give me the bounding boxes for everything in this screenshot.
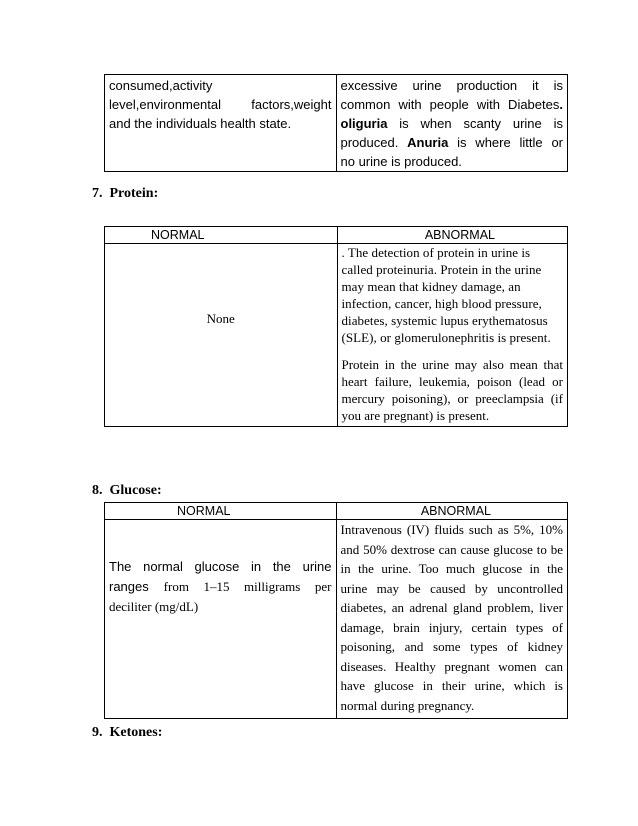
- protein-abnormal-para-1: . The detection of protein in urine is called proteinuria. Protein in the urine may mean that kidney damage, an infection, cancer, high blood pressure, diabetes, systemic lupus erythematosus (SLE), or glomerulonephritis is present.: [341, 245, 551, 345]
- glucose-normal-line-1: The normal glucose in the urine: [109, 559, 332, 574]
- term-anuria: Anuria: [407, 135, 449, 150]
- protein-col-abnormal: ABNORMAL: [337, 227, 568, 244]
- glucose-normal-line-2-b: from 1–15 milligrams per: [163, 579, 332, 594]
- urine-volume-normal-cell: [105, 75, 337, 172]
- ketones-heading-number: 9.: [92, 725, 103, 740]
- glucose-normal-line-2-a: ranges: [109, 579, 164, 594]
- protein-abnormal-cell: [337, 244, 568, 427]
- abnormal-line-2-text: common with people with Diabetes: [340, 97, 560, 112]
- glucose-heading: [92, 483, 162, 499]
- protein-heading-text: Protein:: [109, 186, 159, 201]
- glucose-col-abnormal: ABNORMAL: [336, 503, 568, 520]
- urine-volume-table: [104, 74, 568, 172]
- protein-col-normal: NORMAL: [105, 227, 338, 244]
- protein-normal-value: None: [206, 311, 235, 326]
- glucose-normal-cell: [105, 520, 337, 719]
- glucose-heading-text: Glucose:: [109, 483, 162, 498]
- glucose-col-normal: NORMAL: [105, 503, 337, 520]
- abnormal-line-3-text: is when scanty urine is: [387, 116, 563, 131]
- abnormal-line-3: [341, 114, 564, 133]
- protein-heading: [92, 186, 158, 202]
- normal-line-2: level,environmental factors,weight: [109, 97, 332, 112]
- glucose-normal-line-2: [109, 577, 332, 597]
- abnormal-line-4-text-b: is where little or: [448, 135, 564, 150]
- glucose-table: [104, 502, 568, 719]
- protein-heading-number: 7.: [92, 186, 103, 201]
- glucose-heading-number: 8.: [92, 483, 103, 498]
- abnormal-line-2-period: .: [559, 97, 563, 112]
- normal-line-3: and the individuals health state.: [109, 116, 292, 131]
- abnormal-line-5: no urine is produced.: [340, 154, 462, 169]
- protein-normal-cell: [105, 244, 338, 427]
- glucose-abnormal-text: Intravenous (IV) fluids such as 5%, 10% and 50% dextrose can cause glucose to be in the urine. Too much glucose in the urine may be caused by uncontrolled diabetes, an adrenal gland problem, liver damage, brain injury, certain types of poisoning, and some types of kidney diseases. Healthy pregnant women can have glucose in their urine, which is normal during pregnancy.: [340, 522, 563, 713]
- glucose-abnormal-cell: [336, 520, 568, 719]
- term-oliguria: oliguria: [340, 116, 388, 131]
- normal-line-1: consumed,activity: [109, 78, 213, 93]
- abnormal-line-1: excessive urine production it is: [340, 78, 563, 93]
- ketones-heading: [92, 725, 162, 741]
- abnormal-line-4-text-a: produced.: [340, 135, 408, 150]
- glucose-normal-line-3: deciliter (mg/dL): [109, 599, 199, 614]
- urine-volume-abnormal-cell: [336, 75, 568, 172]
- abnormal-line-4: [341, 133, 564, 152]
- protein-table: [104, 226, 568, 427]
- protein-abnormal-para-2: Protein in the urine may also mean that heart failure, leukemia, poison (lead or mercury poisoning), or preeclampsia (if you are pregnant) is present.: [341, 357, 563, 423]
- ketones-heading-text: Ketones:: [109, 725, 163, 740]
- abnormal-line-2: [341, 95, 564, 114]
